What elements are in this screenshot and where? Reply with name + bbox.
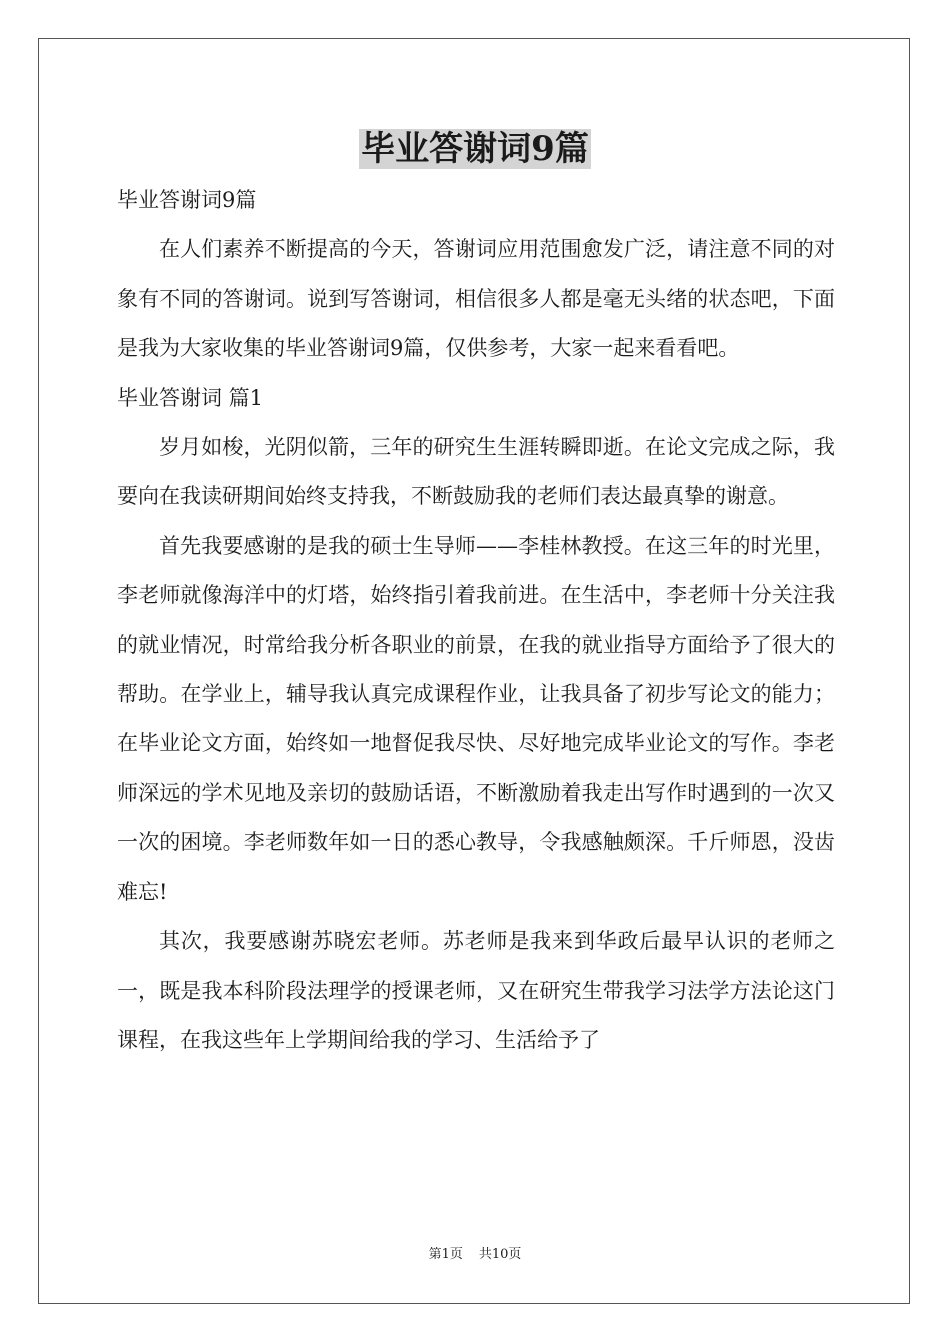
- page-number: 第1页: [428, 1247, 463, 1262]
- page-total: 共10页: [478, 1247, 522, 1262]
- section-heading: 毕业答谢词 篇1: [117, 385, 264, 410]
- body-paragraph: 其次，我要感谢苏晓宏老师。苏老师是我来到华政后最早认识的老师之一，既是我本科阶段法理学的授课老师，又在研究生带我学习法学方法论这门课程，在我这些年上学期间给我的学习、生活给予了: [117, 929, 835, 1052]
- body-paragraph: 首先我要感谢的是我的硕士生导师——李桂林教授。在这三年的时光里，李老师就像海洋中的灯塔，始终指引着我前进。在生活中，李老师十分关注我的就业情况，时常给我分析各职业的前景，在我的就业指导方面给予了很大的帮助。在学业上，辅导我认真完成课程作业，让我具备了初步写论文的能力；在毕业论文方面，始终如一地督促我尽快、尽好地完成毕业论文的写作。李老师深远的学术见地及亲切的鼓励话语，不断激励着我走出写作时遇到的一次又一次的困境。李老师数年如一日的悉心教导，令我感触颇深。千斤师恩，没齿难忘!: [117, 533, 835, 904]
- document-body: [117, 176, 835, 1065]
- body-paragraph: 岁月如梭，光阴似箭，三年的研究生生涯转瞬即逝。在论文完成之际，我要向在我读研期间始终支持我，不断鼓励我的老师们表达最真挚的谢意。: [117, 435, 835, 509]
- page-footer: [0, 1246, 950, 1264]
- intro-paragraph: 在人们素养不断提高的今天，答谢词应用范围愈发广泛，请注意不同的对象有不同的答谢词。说到写答谢词，相信很多人都是毫无头绪的状态吧，下面是我为大家收集的毕业答谢词9篇，仅供参考，大家一起来看看吧。: [117, 237, 835, 361]
- document-title-text: 毕业答谢词9篇: [361, 129, 589, 169]
- document-title: [0, 126, 950, 172]
- subtitle-paragraph: 毕业答谢词9篇: [117, 188, 257, 212]
